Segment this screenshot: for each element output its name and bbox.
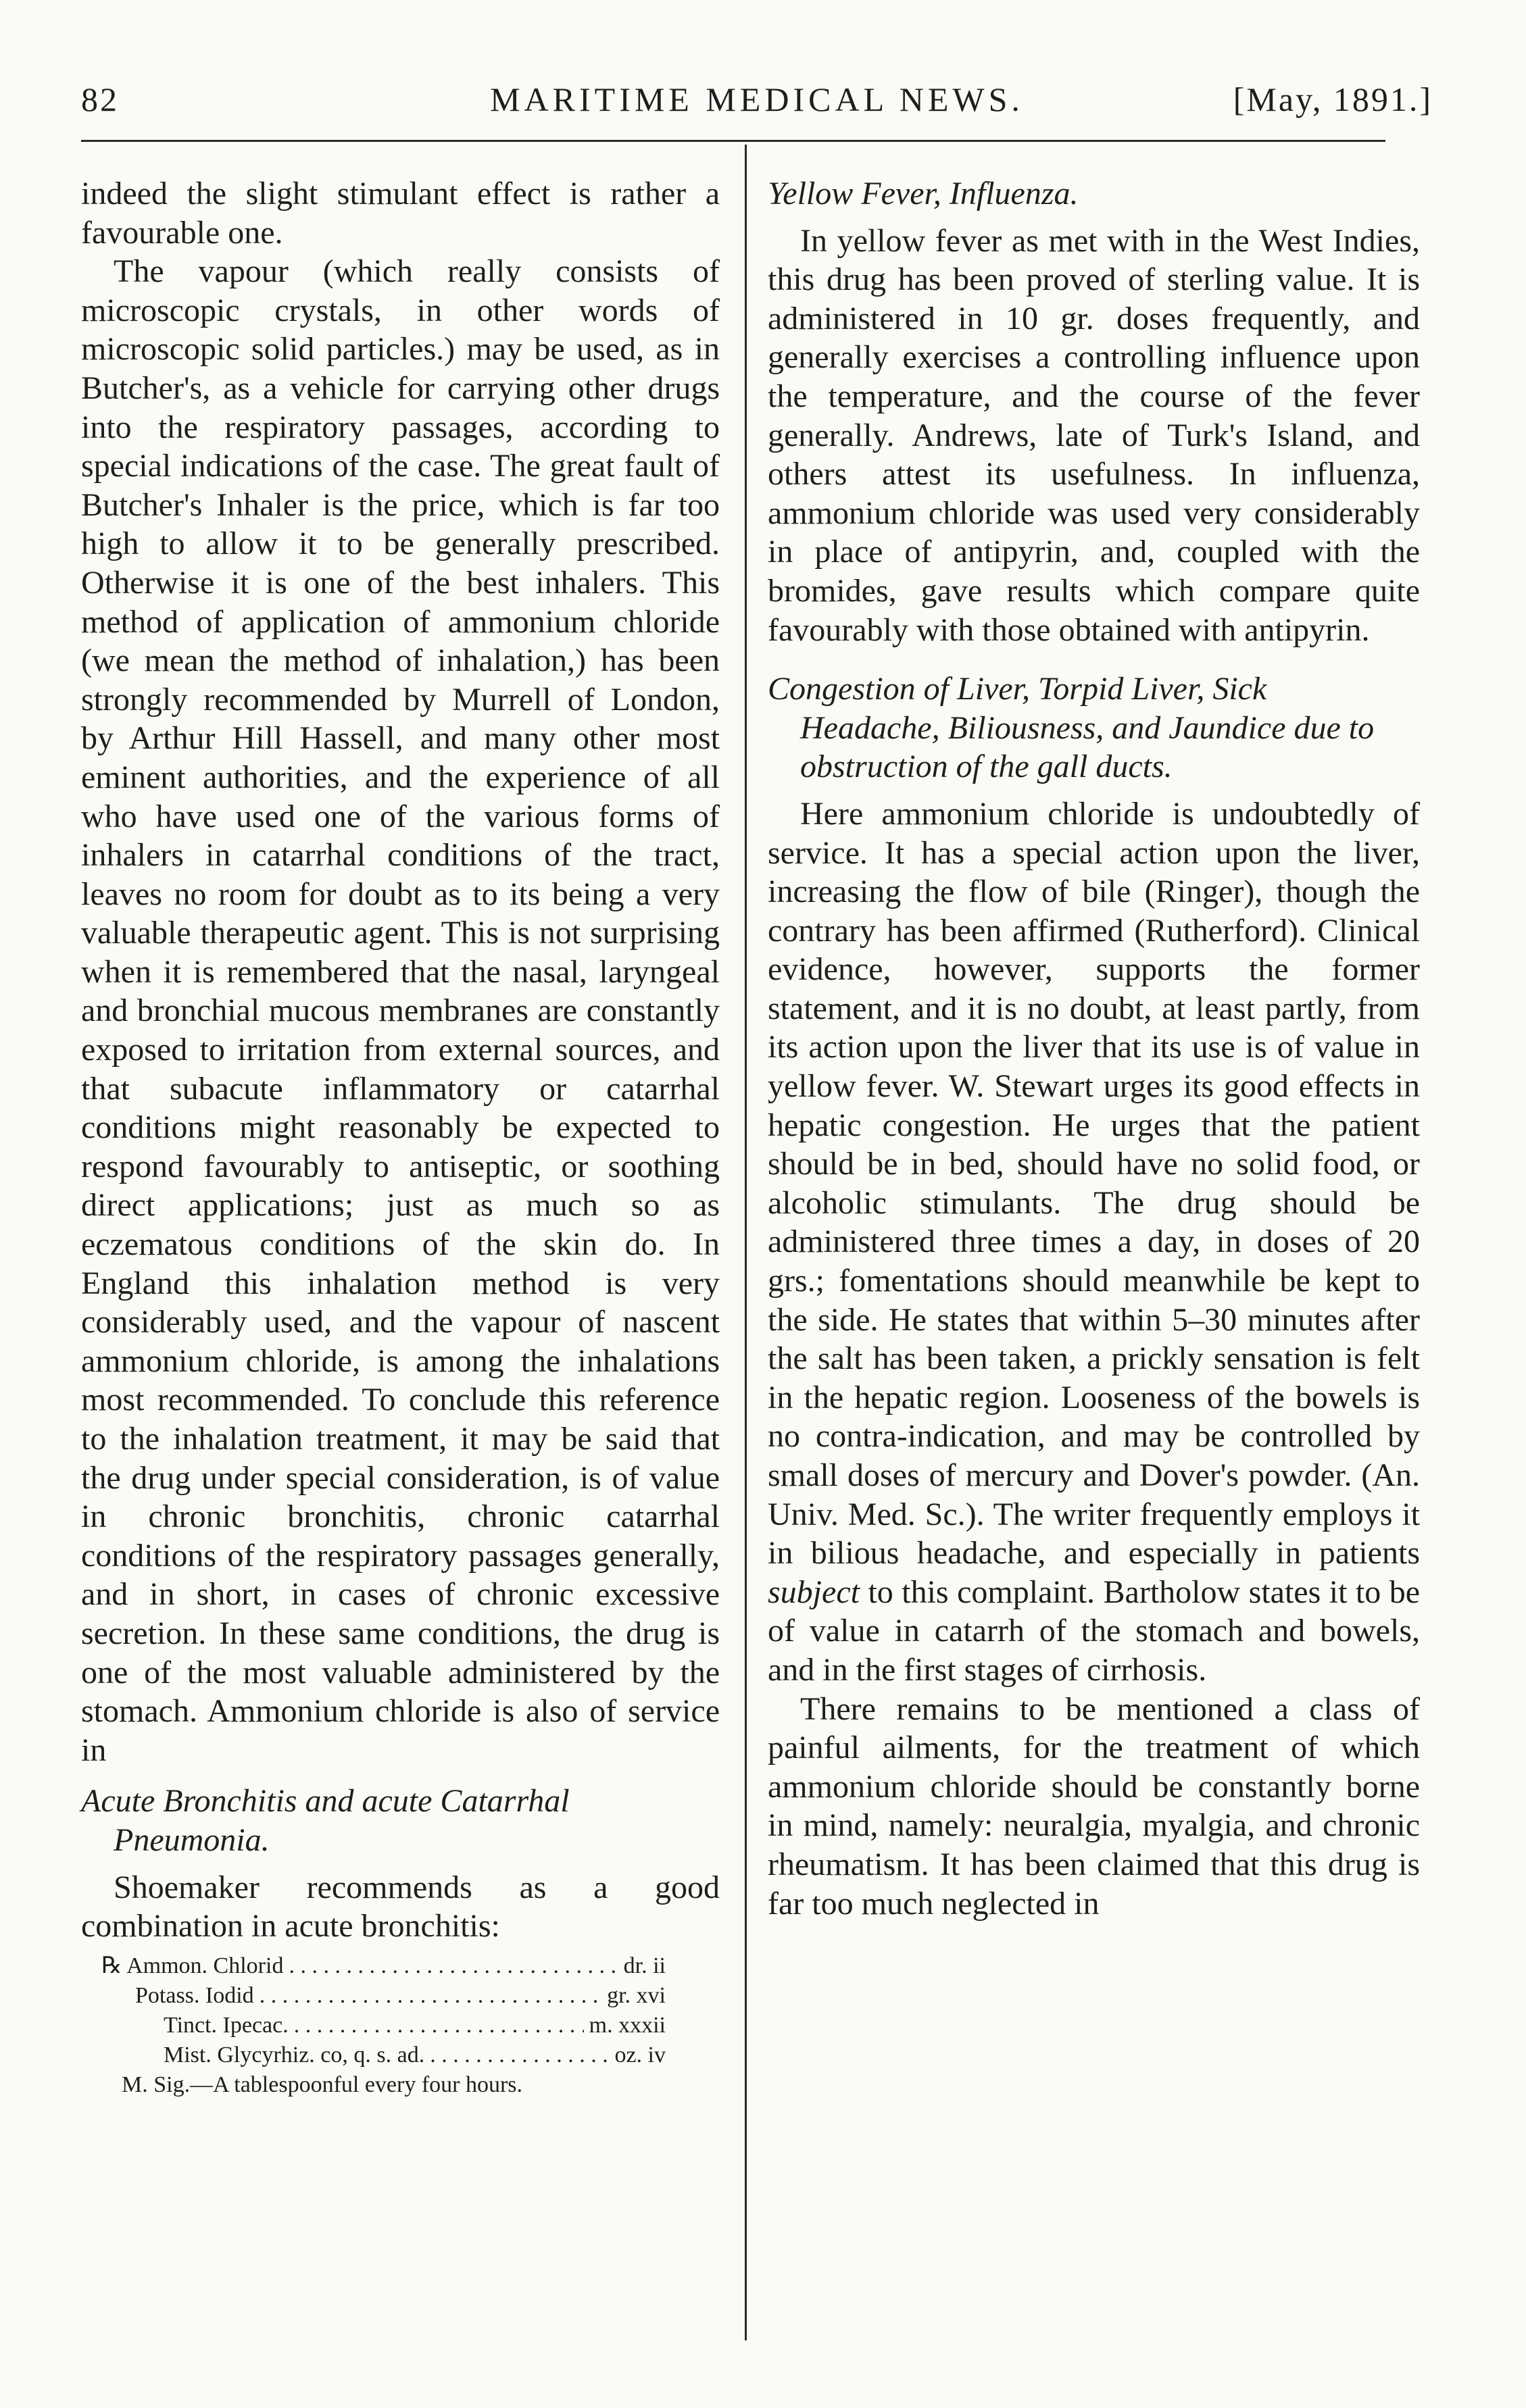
italic-word: subject: [768, 1574, 860, 1610]
paragraph: In yellow fever as met with in the West Indies, this drug has been proved of sterling value. It is administered in 10 gr. doses frequently, and generally exercises a controlling influence upon the temperature, and the course of the fever generally. Andrews, late of Turk's Island, and others attest its usefulness. In influenza, ammonium chloride was used very considerably in place of antipyrin, and, coupled with the bromides, gave results which compare quite favourably with those obtained with antipyrin.: [768, 222, 1420, 648]
text-run: Here ammonium chloride is undoubtedly of service. It has a special action upon the liver, increasing the flow of bile (Ringer), though the contrary has been affirmed (Rutherford). Clinical evidence, however, supports the former statement, and it is no doubt, at least partly, from its action upon the liver that its use is of value in yellow fever. W. Stewart urges its good effects in hepatic congestion. He urges that the patient should be in bed, should have no solid food, or alcoholic stimulants. The drug should be administered three times a day, in doses of 20 grs.; fomentations should meanwhile be kept to the side. He states that within 5–30 minutes after the salt has been taken, a prickly sensation is felt in the hepatic region. Looseness of the bowels is no contra-indication, and may be controlled by small doses of mercury and Dover's powder. (An. Univ. Med. Sc.). The writer frequently employs it in bilious headache, and especially in patients: [768, 795, 1420, 1572]
prescription-row: [81, 1951, 720, 1981]
journal-title: MARITIME MEDICAL NEWS.: [490, 80, 1024, 118]
text-run: to this complaint. Bartholow states it to be of value in catarrh of the stomach and bowels, and in the first stages of cirrhosis.: [768, 1574, 1421, 1688]
issue-date: [May, 1891.]: [1233, 80, 1433, 118]
prescription-row: [81, 1981, 720, 2011]
section-heading-acute-bronchitis: [81, 1782, 720, 1859]
prescription-dose: oz. iv: [614, 2042, 666, 2067]
section-heading-liver-congestion: [768, 670, 1420, 786]
prescription-drug: Potass. Iodid: [135, 1982, 254, 2008]
leader-dots: [289, 1951, 618, 1981]
heading-line: Acute Bronchitis and acute Catarrhal: [81, 1783, 570, 1820]
paragraph: There remains to be mentioned a class of painful ailments, for the treatment of which ammonium chloride should be constantly borne in mind, namely: neuralgia, myalgia, and chronic rheumatism. It has been claimed that this drug is far too much neglected in: [768, 1690, 1420, 1922]
prescription-row: [81, 2011, 720, 2040]
paragraph: indeed the slight stimulant effect is rather a favourable one.: [81, 176, 720, 251]
prescription: [81, 1951, 720, 2100]
page-number: 82: [81, 80, 119, 118]
leader-dots: [294, 2011, 584, 2040]
heading-line: Congestion of Liver, Torpid Liver, Sick: [768, 671, 1267, 707]
right-column: [768, 174, 1420, 1923]
prescription-drug: Tinct. Ipecac.: [164, 2012, 289, 2038]
prescription-dose: m. xxxii: [589, 2012, 666, 2038]
prescription-row: [81, 2040, 720, 2070]
section-heading-yellow-fever: Yellow Fever, Influenza.: [768, 176, 1079, 211]
prescription-drug: ℞ Ammon. Chlorid: [101, 1953, 284, 1978]
column-divider: [745, 145, 747, 2340]
leader-dots: [260, 1981, 601, 2011]
running-header: [81, 70, 1433, 131]
paragraph: Shoemaker recommends as a good combination in acute bronchitis:: [81, 1869, 720, 1945]
prescription-dose: dr. ii: [623, 1953, 666, 1978]
paragraph: [768, 795, 1420, 1690]
prescription-signa: M. Sig.—A tablespoonful every four hours.: [122, 2072, 523, 2097]
paragraph: The vapour (which really consists of microscopic crystals, in other words of microscopic solid particles.) may be used, as in Butcher's, as a vehicle for carrying other drugs into the respiratory passages, according to special indications of the case. The great fault of Butcher's Inhaler is the price, which is far too high to allow it to be generally prescribed. Otherwise it is one of the best inhalers. This method of application of ammonium chloride (we mean the method of inhalation,) has been strongly recommended by Murrell of London, by Arthur Hill Hassell, and many other most eminent authorities, and the experience of all who have used one of the various forms of inhalers in catarrhal conditions of the tract, leaves no room for doubt as to its being a very valuable therapeutic agent. This is not surprising when it is remembered that the nasal, laryngeal and bronchial mucous membranes are constantly exposed to irritation from external sources, and that subacute inflammatory or catarrhal conditions might reasonably be expected to respond favourably to antiseptic, or soothing direct applications; just as much so as eczematous conditions of the skin do. In England this inhalation method is very considerably used, and the vapour of nascent ammonium chloride, is among the inhalations most recommended. To conclude this reference to the inhalation treatment, it may be said that the drug under special consideration, is of value in chronic bronchitis, chronic catarrhal conditions of the respiratory passages generally, and in short, in cases of chronic excessive secretion. In these same conditions, the drug is one of the most valuable administered by the stomach. Ammonium chloride is also of service in: [81, 253, 720, 1768]
prescription-drug: Mist. Glycyrhiz. co, q. s. ad.: [164, 2042, 425, 2067]
leader-dots: [430, 2040, 609, 2070]
left-column: [81, 174, 720, 2100]
prescription-dose: gr. xvi: [607, 1982, 666, 2008]
heading-line: Headache, Biliousness, and Jaundice due to obstruction of the gall ducts.: [800, 709, 1375, 785]
heading-line: Pneumonia.: [114, 1822, 270, 1858]
header-rule: [81, 140, 1385, 142]
